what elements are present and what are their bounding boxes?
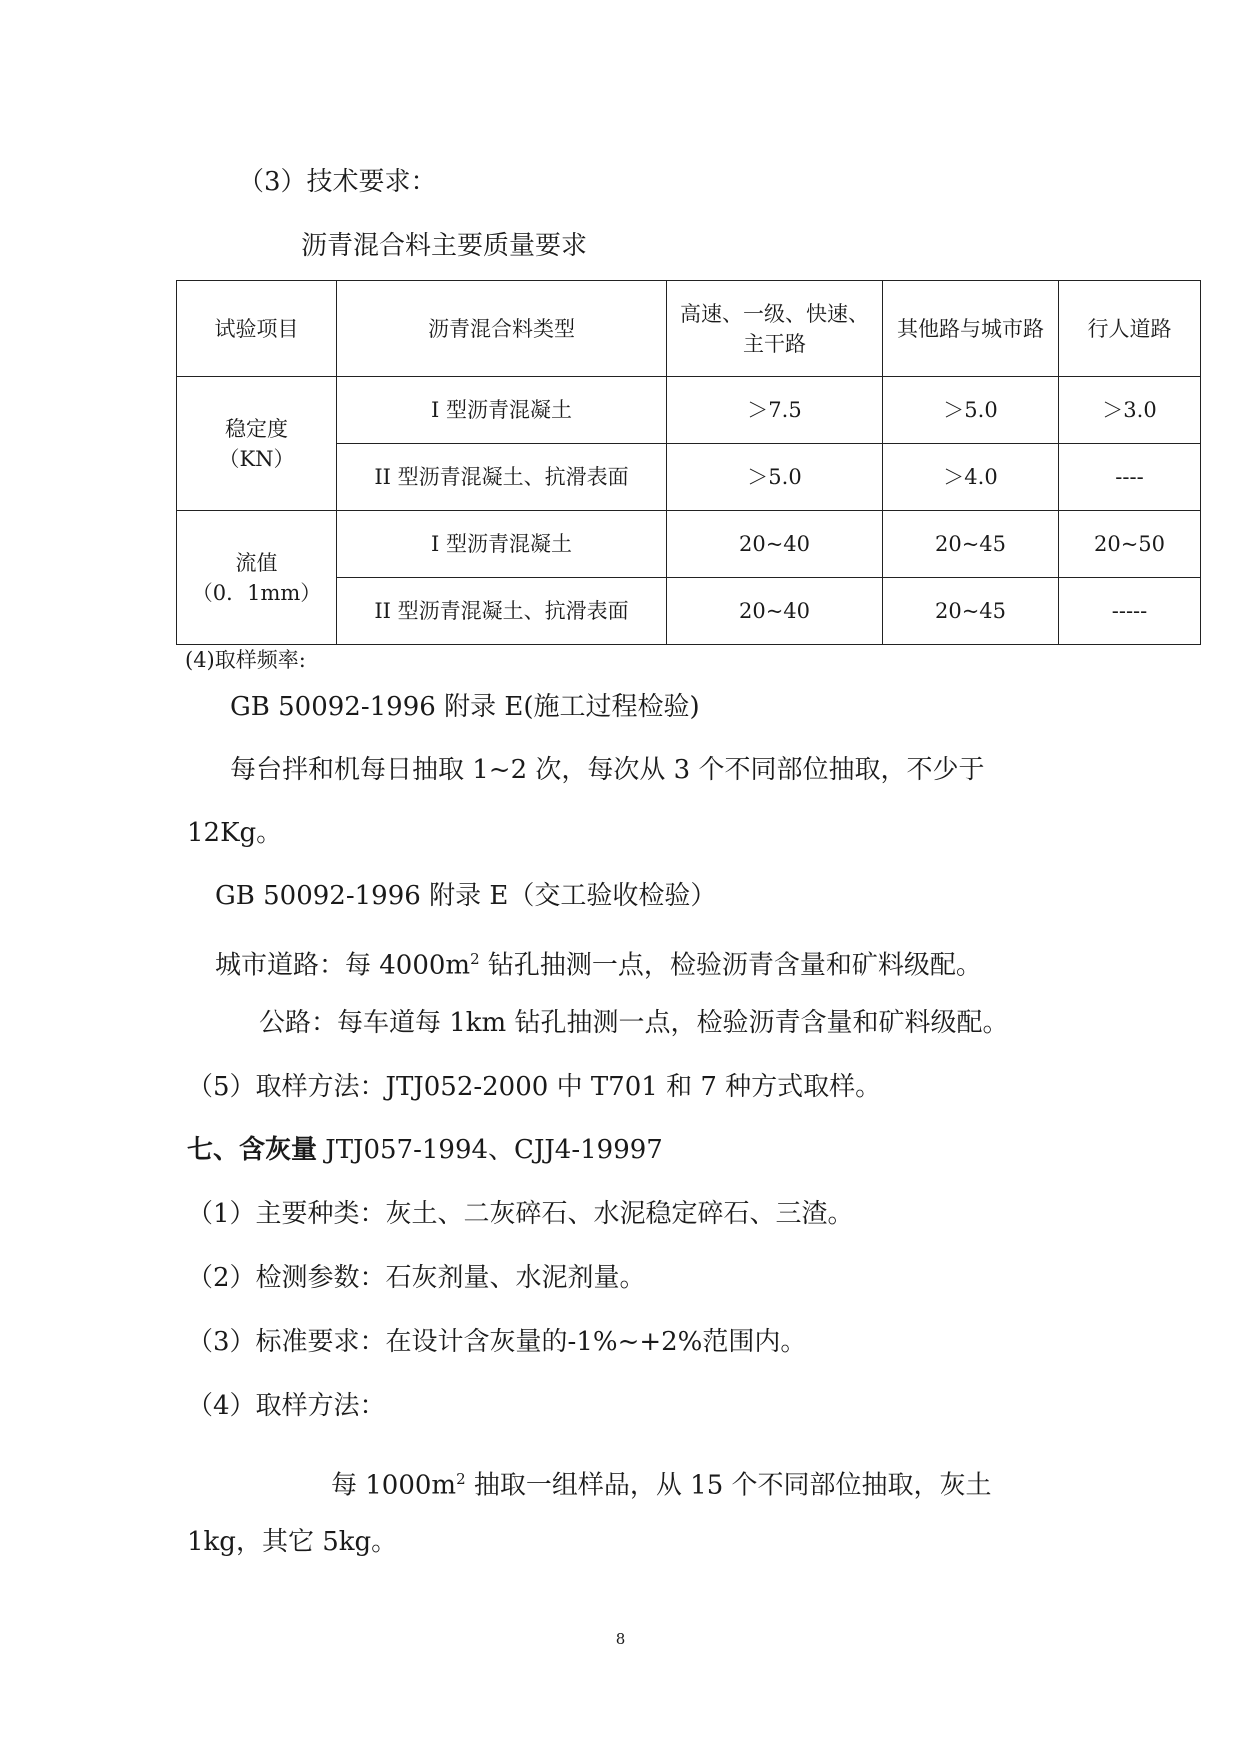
highway-value-cell: ＞5.0 [667, 444, 883, 511]
pedestrian-value-cell: ----- [1059, 578, 1201, 645]
pedestrian-value-cell: 20~50 [1059, 511, 1201, 578]
item-flow-name: 流值 [235, 550, 278, 575]
sampling-rate-suffix: 抽取一组样品，从 15 个不同部位抽取，灰土 [465, 1470, 992, 1501]
city-road-line [215, 942, 982, 983]
item-stability-unit: （KN） [218, 446, 295, 471]
header-mix-type: 沥青混合料类型 [337, 281, 667, 377]
header-pedestrian: 行人道路 [1059, 281, 1201, 377]
city-road-superscript: 2 [470, 950, 480, 968]
sampling-rate-line1 [331, 1462, 992, 1503]
city-road-prefix: 城市道路：每 4000m [215, 950, 471, 981]
item-flow-cell [177, 511, 337, 645]
standard-req-line: （3）标准要求：在设计含灰量的-1%~+2%范围内。 [187, 1327, 807, 1357]
section-7-standards: JTJ057-1994、CJJ4-19997 [317, 1135, 663, 1165]
other-road-value-cell: 20~45 [883, 511, 1059, 578]
section-3-heading: （3）技术要求： [238, 167, 437, 197]
gb-acceptance-line: GB 50092-1996 附录 E（交工验收检验） [215, 881, 717, 911]
sampling-method-line: （5）取样方法：JTJ052-2000 中 T701 和 7 种方式取样。 [187, 1072, 882, 1102]
header-highway: 高速、一级、快速、主干路 [667, 281, 883, 377]
table-row [177, 377, 1201, 444]
gb-construction-line: GB 50092-1996 附录 E(施工过程检验) [230, 692, 700, 722]
header-other-road: 其他路与城市路 [883, 281, 1059, 377]
sampling-rate-prefix: 每 1000m [331, 1470, 457, 1501]
header-test-item: 试验项目 [177, 281, 337, 377]
mix-type-cell: II 型沥青混凝土、抗滑表面 [337, 444, 667, 511]
sampling-frequency-heading: (4)取样频率: [185, 648, 306, 672]
mixer-sampling-line1: 每台拌和机每日抽取 1~2 次，每次从 3 个不同部位抽取，不少于 [230, 755, 985, 785]
section-7-title: 七、含灰量 [187, 1135, 318, 1165]
item-stability-name: 稳定度 [225, 416, 288, 441]
highway-value-cell: 20~40 [667, 578, 883, 645]
main-types-line: （1）主要种类：灰土、二灰碎石、水泥稳定碎石、三渣。 [187, 1199, 854, 1229]
highway-sampling-line: 公路：每车道每 1km 钻孔抽测一点，检验沥青含量和矿料级配。 [259, 1008, 1009, 1038]
pedestrian-value-cell: ＞3.0 [1059, 377, 1201, 444]
item-stability-cell [177, 377, 337, 511]
mix-type-cell: I 型沥青混凝土 [337, 377, 667, 444]
section-7-heading [187, 1133, 663, 1167]
sampling-method-4-heading: （4）取样方法： [187, 1391, 386, 1421]
other-road-value-cell: 20~45 [883, 578, 1059, 645]
city-road-suffix: 钻孔抽测一点，检验沥青含量和矿料级配。 [479, 950, 982, 981]
other-road-value-cell: ＞4.0 [883, 444, 1059, 511]
sampling-rate-superscript: 2 [456, 1470, 466, 1488]
table-caption: 沥青混合料主要质量要求 [301, 231, 588, 261]
page-number: 8 [615, 1630, 626, 1648]
table-row [177, 511, 1201, 578]
highway-value-cell: ＞7.5 [667, 377, 883, 444]
quality-requirements-table [176, 280, 1201, 645]
table-header-row [177, 281, 1201, 377]
mix-type-cell: II 型沥青混凝土、抗滑表面 [337, 578, 667, 645]
test-params-line: （2）检测参数：石灰剂量、水泥剂量。 [187, 1263, 646, 1293]
pedestrian-value-cell: ---- [1059, 444, 1201, 511]
mixer-sampling-line2: 12Kg。 [187, 818, 283, 848]
highway-value-cell: 20~40 [667, 511, 883, 578]
other-road-value-cell: ＞5.0 [883, 377, 1059, 444]
item-flow-unit: （0．1mm） [191, 580, 322, 605]
mix-type-cell: I 型沥青混凝土 [337, 511, 667, 578]
sampling-rate-line2: 1kg，其它 5kg。 [187, 1527, 398, 1557]
